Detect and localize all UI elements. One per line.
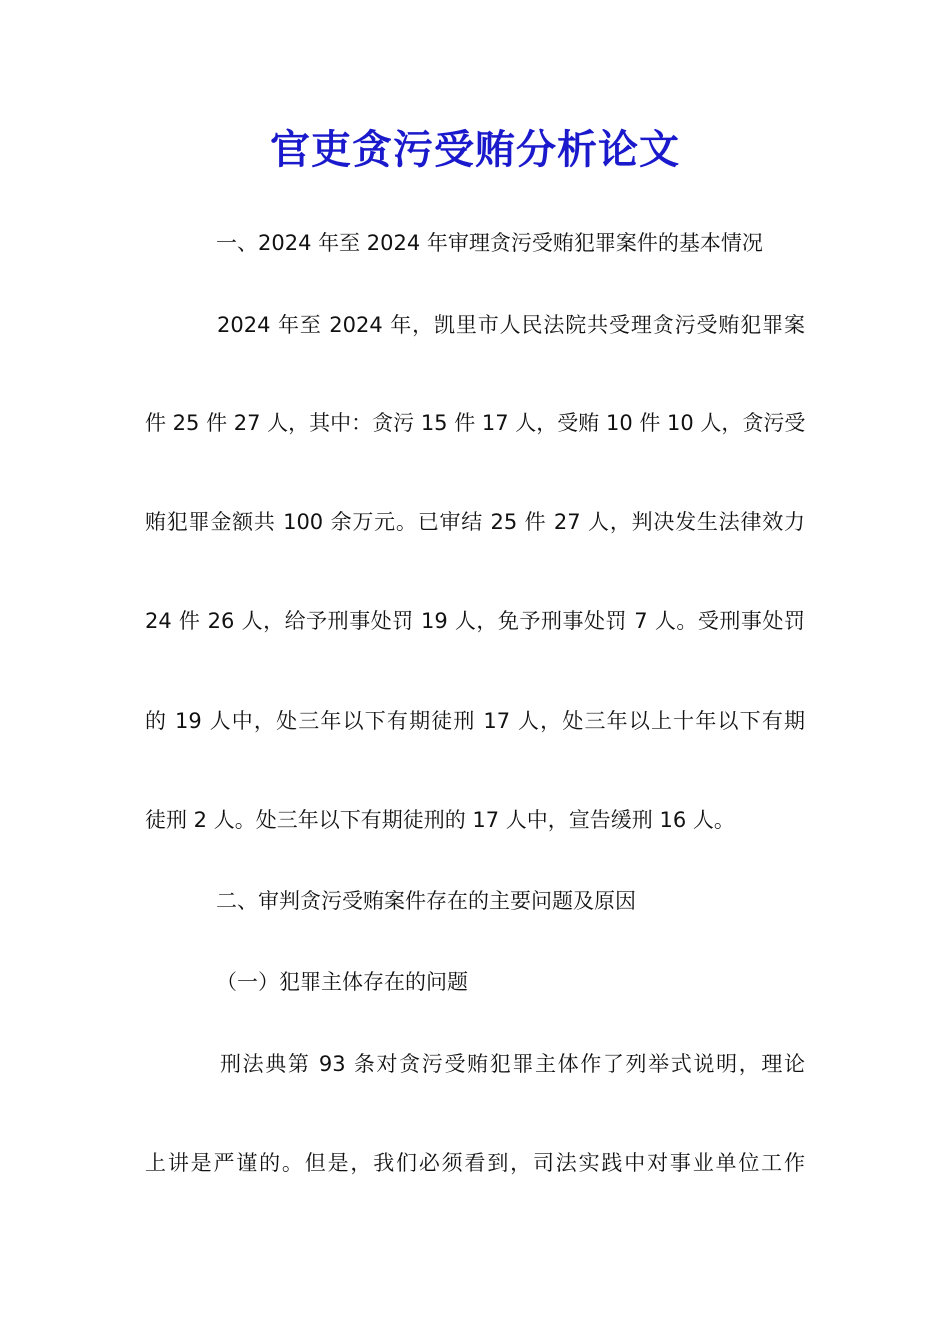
paragraph-line: 上讲是严谨的。但是，我们必须看到，司法实践中对事业单位工作 bbox=[145, 1151, 805, 1175]
paragraph-line: 2024 年至 2024 年，凯里市人民法院共受理贪污受贿犯罪案 bbox=[217, 313, 805, 337]
document-title: 官吏贪污受贿分析论文 bbox=[270, 126, 680, 173]
paragraph-line: 件 25 件 27 人，其中：贪污 15 件 17 人，受贿 10 件 10 人，贪污受 bbox=[145, 411, 805, 435]
paragraph-line: 24 件 26 人，给予刑事处罚 19 人，免予刑事处罚 7 人。受刑事处罚 bbox=[145, 609, 805, 633]
paragraph-line: 的 19 人中，处三年以下有期徒刑 17 人，处三年以上十年以下有期 bbox=[145, 709, 805, 733]
section-heading-2: 二、审判贪污受贿案件存在的主要问题及原因 bbox=[216, 889, 636, 913]
subsection-heading: （一）犯罪主体存在的问题 bbox=[216, 970, 468, 994]
paragraph-line: 贿犯罪金额共 100 余万元。已审结 25 件 27 人，判决发生法律效力 bbox=[145, 510, 805, 534]
paragraph-line: 徒刑 2 人。处三年以下有期徒刑的 17 人中，宣告缓刑 16 人。 bbox=[145, 808, 735, 832]
paragraph-line: 刑法典第 93 条对贪污受贿犯罪主体作了列举式说明，理论 bbox=[220, 1052, 805, 1076]
section-heading-1: 一、2024 年至 2024 年审理贪污受贿犯罪案件的基本情况 bbox=[216, 231, 763, 255]
